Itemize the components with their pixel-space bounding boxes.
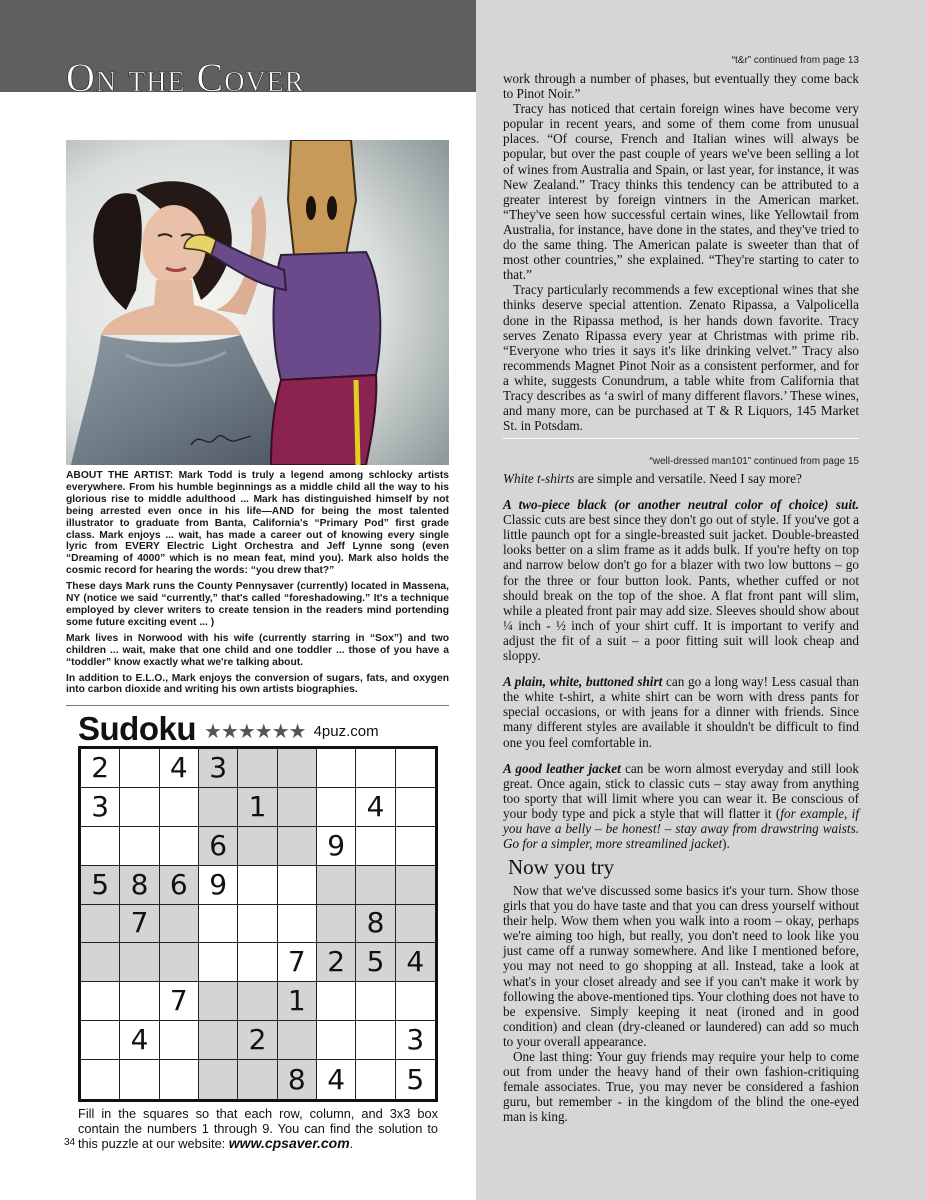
artist-bio — [66, 470, 449, 700]
sudoku-cell[interactable] — [120, 943, 159, 982]
sudoku-cell[interactable] — [199, 982, 238, 1021]
sudoku-cell[interactable]: 4 — [317, 1060, 356, 1099]
sudoku-cell[interactable] — [160, 1060, 199, 1099]
sudoku-cell[interactable] — [160, 905, 199, 944]
cover-illustration — [66, 140, 449, 465]
article-paragraph: work through a number of phases, but eventually they come back to Pinot Noir.” — [503, 71, 859, 102]
sudoku-source: 4puz.com — [313, 723, 379, 740]
item-lead: White t-shirts — [503, 471, 575, 486]
article-paragraph — [503, 674, 859, 749]
sudoku-cell[interactable] — [356, 1060, 395, 1099]
sudoku-cell[interactable] — [356, 827, 395, 866]
sudoku-cell[interactable] — [356, 866, 395, 905]
sudoku-instructions — [78, 1106, 438, 1151]
sudoku-title: Sudoku — [78, 710, 196, 747]
article-paragraph: One last thing: Your guy friends may require your help to come out from under the heavy hand of their own fashion-critiquing female associates. True, you may never be considered a fashion guru, but remember - in the kingdom of the blind the one-eyed man is king. — [503, 1049, 859, 1125]
sudoku-cell[interactable]: 5 — [81, 866, 120, 905]
sudoku-cell[interactable] — [160, 1021, 199, 1060]
sudoku-cell[interactable]: 8 — [120, 866, 159, 905]
sudoku-cell[interactable] — [81, 827, 120, 866]
sudoku-cell[interactable] — [356, 749, 395, 788]
sudoku-cell[interactable] — [160, 943, 199, 982]
sudoku-cell[interactable]: 2 — [238, 1021, 277, 1060]
sudoku-cell[interactable] — [81, 1021, 120, 1060]
sudoku-cell[interactable] — [199, 788, 238, 827]
sudoku-cell[interactable] — [199, 905, 238, 944]
sudoku-cell[interactable]: 3 — [396, 1021, 435, 1060]
section-heading: Now you try — [508, 855, 615, 879]
sudoku-cell[interactable]: 4 — [160, 749, 199, 788]
sudoku-cell[interactable] — [396, 982, 435, 1021]
sudoku-cell[interactable] — [120, 982, 159, 1021]
item-lead: A plain, white, buttoned shirt — [503, 674, 663, 690]
bio-paragraph: Mark lives in Norwood with his wife (currently starring in “Sox”) and two children ... wait, make that one child and one toddler ... those of you have a “toddler” know exactly what we're talking about. — [66, 632, 449, 668]
sudoku-cell[interactable]: 5 — [406, 1062, 425, 1096]
sudoku-cell[interactable] — [120, 749, 159, 788]
sudoku-cell[interactable] — [278, 866, 317, 905]
sudoku-cell[interactable]: 7 — [160, 982, 199, 1021]
bio-paragraph: In addition to E.L.O., Mark enjoys the conversion of sugars, fats, and oxygen into carbon dioxide and writing his own artists biographies. — [66, 672, 449, 696]
page-number: 34 — [64, 1137, 76, 1148]
sudoku-cell[interactable] — [317, 1021, 356, 1060]
sudoku-cell[interactable] — [160, 788, 199, 827]
sudoku-cell[interactable] — [396, 905, 435, 944]
sudoku-cell[interactable]: 1 — [278, 982, 317, 1021]
sudoku-cell[interactable]: 2 — [81, 749, 120, 788]
sudoku-cell[interactable]: 6 — [160, 866, 199, 905]
article-paragraph: Tracy particularly recommends a few exceptional wines that she thinks deserve special attention. Zenato Ripassa, a Valpolicella done in the Ripassa method, is her hands down favorite. Tracy serves Zenato Ripassa every year at Christmas with prime rib. “Everyone who tries it says it's like drinking velvet.” Tracy also recommends Magnet Pinot Noir as a consistent performer, and for a white, suggests Conundrum, a table white from California that Tracy describes as ‘a swirl of many different flavors.’ These wines, and many more, can be purchased at T & R Liquors, 145 Market St. in Potsdam. — [503, 282, 859, 434]
sudoku-cell[interactable] — [278, 905, 317, 944]
sudoku-cell[interactable] — [278, 1021, 317, 1060]
sudoku-cell[interactable] — [120, 788, 159, 827]
bio-paragraph: These days Mark runs the County Pennysaver (currently) located in Massena, NY (notice we said “currently,” that's called “foreshadowing.” It's a technique employed by clever writers to create tension in the readers mind portending some future exciting event ... ) — [66, 581, 449, 628]
item-text: can go a long way! Less casual than the white t-shirt, a white shirt can be worn with dress pants for special occasions, or with jeans for a dinner with friends. Since many different styles are available it shouldn't be difficult to find one you feel comfortable in. — [503, 674, 859, 750]
sudoku-cell[interactable] — [356, 1021, 395, 1060]
sudoku-cell[interactable]: 2 — [317, 943, 356, 982]
sudoku-cell[interactable] — [317, 749, 356, 788]
sudoku-cell[interactable] — [238, 905, 277, 944]
sudoku-cell[interactable]: 9 — [317, 827, 356, 866]
dress-article — [503, 471, 859, 862]
section-divider — [503, 438, 859, 439]
sudoku-cell[interactable]: 5 — [356, 943, 395, 982]
article-paragraph — [503, 497, 859, 663]
continued-note: “well-dressed man101” continued from page 15 — [649, 456, 859, 467]
article-paragraph — [503, 471, 859, 486]
sudoku-cell[interactable] — [160, 827, 199, 866]
sudoku-cell[interactable] — [238, 749, 277, 788]
sudoku-cell[interactable] — [238, 827, 277, 866]
item-tail: ). — [722, 836, 730, 852]
sudoku-cell[interactable] — [199, 943, 238, 982]
sudoku-header — [78, 712, 450, 746]
sudoku-cell[interactable] — [278, 788, 317, 827]
item-lead: A two-piece black (or another neutral color of choice) suit. — [503, 497, 859, 513]
sudoku-cell[interactable]: 8 — [278, 1060, 317, 1099]
sudoku-cell[interactable] — [238, 943, 277, 982]
sudoku-cell[interactable] — [81, 982, 120, 1021]
sudoku-cell[interactable] — [81, 943, 120, 982]
sudoku-cell[interactable] — [120, 1060, 159, 1099]
sudoku-cell[interactable] — [396, 866, 435, 905]
section-divider — [66, 705, 449, 706]
sudoku-cell[interactable] — [356, 982, 395, 1021]
sudoku-cell[interactable] — [238, 1060, 277, 1099]
sudoku-cell[interactable] — [396, 788, 435, 827]
sudoku-cell[interactable] — [199, 1021, 238, 1060]
sudoku-cell[interactable]: 9 — [199, 866, 238, 905]
sudoku-cell[interactable] — [238, 982, 277, 1021]
bio-paragraph: ABOUT THE ARTIST: Mark Todd is truly a legend among schlocky artists everywhere. From his humble beginnings as a middle child all the way to his glorious rise to middle adulthood ... Mark has distinguished himself by not being arrested even once in his life—AND for being the most talented illustrator to graduate from Banta, California's “Primary Pod” first grade class. Mark enjoys ... wait, has made a career out of knowing every single lyric from EVERY Electric Light Orchestra and Jeff Lynne song (even “Dreaming of 4000” which is no mean feat, mind you). Mark also holds the cosmic record for hearing the words: “you drew that?” — [66, 470, 449, 577]
sudoku-cell[interactable] — [238, 866, 277, 905]
sudoku-cell[interactable]: 7 — [120, 905, 159, 944]
item-lead: A good leather jacket — [503, 760, 621, 776]
sudoku-cell[interactable]: 8 — [356, 905, 395, 944]
sudoku-cell[interactable]: 3 — [81, 788, 120, 827]
sudoku-cell[interactable]: 4 — [120, 1021, 159, 1060]
sudoku-cell[interactable] — [199, 1060, 238, 1099]
tr-article — [503, 71, 859, 433]
sudoku-cell[interactable] — [317, 905, 356, 944]
sudoku-cell[interactable]: 4 — [356, 788, 395, 827]
instructions-text: Fill in the squares so that each row, column, and 3x3 box contain the numbers 1 through 9. You can find the solution to this puzzle at our website: — [78, 1106, 438, 1151]
item-text: are simple and versatile. Need I say more? — [574, 471, 802, 486]
sudoku-cell[interactable] — [396, 749, 435, 788]
item-text: Classic cuts are best since they don't go out of style. If you've got a little paunch opt for a single-breasted suit jacket. Double-breasted looks better on a slim frame as it adds bulk. If you're hefty on top and narrow below don't go for a blazer with two low buttons – go for the three or four button look. Pants, whether cuffed or not should break on the top of the shoe. A flat front pant will slim, while a pleated front pair may add size. Sleeves should show about ¼ inch - ½ inch of your shirt cuff. It is important to verify and adjust the fit of a suit – a poor fitting suit will look cheap and sloppy. — [503, 512, 859, 664]
sudoku-grid[interactable] — [78, 746, 438, 1102]
sudoku-cell[interactable] — [81, 905, 120, 944]
sudoku-cell[interactable] — [278, 749, 317, 788]
sudoku-cell[interactable]: 3 — [199, 749, 238, 788]
sudoku-cell[interactable]: 7 — [278, 943, 317, 982]
item-text: can be worn almost everyday and still look great. Once again, stick to classic cuts – stay away from anything too sporty that will limit where you can wear it. Be conscious of your body type and pick a style that will flatter it ( — [503, 760, 859, 821]
sudoku-cell[interactable] — [317, 788, 356, 827]
sudoku-cell[interactable] — [81, 1060, 120, 1099]
website-link[interactable]: www.cpsaver.com — [228, 1135, 350, 1151]
closing-article — [503, 883, 859, 1125]
sudoku-cell[interactable]: 4 — [396, 943, 435, 982]
sudoku-cell[interactable] — [396, 827, 435, 866]
sudoku-cell[interactable]: 1 — [238, 788, 277, 827]
article-paragraph: Now that we've discussed some basics it's your turn. Show those girls that you do have taste and that you can dress yourself without their help. Wow them when you walk into a room – okay, perhaps we're aiming too high, but really, you don't need to look like you just came off a runway somewhere. And like I mentioned before, you may not need to go shopping at all. Instead, take a look at what's in your closet already and see if you can't make it work by following the above-mentioned tips. Your clothing does not have to be expensive. Simply keeping it neat (ironed and in good condition) and clean (dry-cleaned or laundered) can add so much to your overall appearance. — [503, 883, 859, 1049]
sudoku-cell[interactable] — [120, 827, 159, 866]
page-title: On the Cover — [66, 55, 305, 100]
article-paragraph — [503, 761, 859, 852]
continued-note: “t&r” continued from page 13 — [731, 55, 859, 66]
article-paragraph: Tracy has noticed that certain foreign wines have become very popular in recent years, and some of them come from unusual places. “Of course, French and Italian wines will always be popular, but over the past couple of years we've been selling a lot of wines from Australia and Spain, or last year, for instance, it was New Zealand.” Tracy thinks this tendency can be attributed to a greater interest by foreign vintners in the American market. “They've seen how successful certain wines, like Yellowtail from Australia, for instance, have done in the states, and they've tried to do the same thing. The American palate is sweeter than that of most other countries,” she explained. “They're starting to cater to that.” — [503, 101, 859, 283]
difficulty-stars-icon: ★★★★★★ — [204, 719, 306, 743]
sudoku-cell[interactable] — [317, 866, 356, 905]
sudoku-cell[interactable] — [317, 982, 356, 1021]
instructions-period: . — [349, 1136, 354, 1151]
sudoku-cell[interactable] — [278, 827, 317, 866]
item-italic: for example, if you have a belly – be honest! – stay away from drawstring waists. Go for a simpler, more streamlined jacket — [503, 805, 859, 852]
sudoku-cell[interactable]: 6 — [199, 827, 238, 866]
